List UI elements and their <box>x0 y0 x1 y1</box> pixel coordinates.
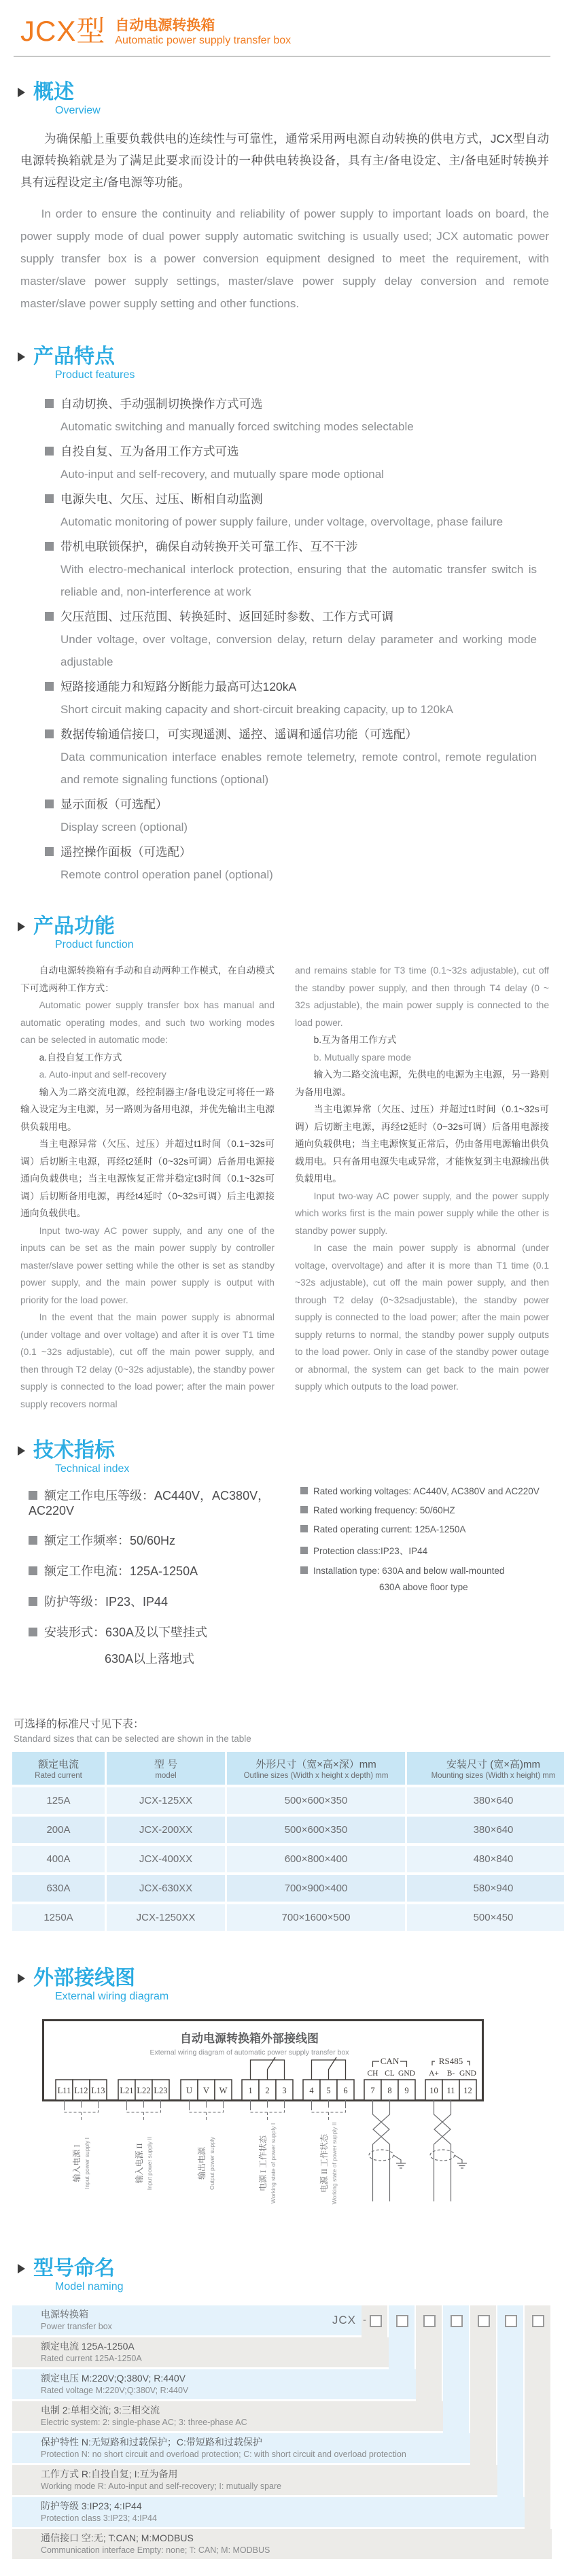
function-paragraph: 当主电源异常（欠压、过压）并超过t1时间（0.1~32s可调）后切断主电源，再经t2延时（0~32s可调）后备用电源接通向负载供电；当主电源恢复正常后，仍由备用电源输出供负载用电。只有备用电源失电或异常，才能恢复到主电源输出供负载用电。 <box>295 1104 549 1184</box>
model-dash: - <box>363 2314 366 2326</box>
square-bullet-icon <box>300 1566 308 1574</box>
square-bullet-icon <box>300 1487 308 1494</box>
cell-mounting-size: 380×640 <box>407 1787 564 1817</box>
function-heading-en: Product function <box>55 939 134 950</box>
cell-rated-current: 125A <box>12 1787 107 1817</box>
model-row <box>12 2497 525 2527</box>
svg-text:V: V <box>202 2086 210 2095</box>
svg-text:L21: L21 <box>120 2086 134 2095</box>
wiring-title-en: External wiring diagram of automatic power supply transfer box <box>149 2048 349 2057</box>
technical-specs-zh <box>29 1486 300 1680</box>
model-code-box <box>532 2315 544 2327</box>
function-left-column <box>20 962 275 1413</box>
table-row <box>12 1817 564 1846</box>
svg-text:电源 II 工作状态: 电源 II 工作状态 <box>319 2134 329 2193</box>
feature-en: Short circuit making capacity and short-circuit breaking capacity, up to 120kA <box>60 703 453 716</box>
model-row-zh: 通信接口 空:无; T:CAN; M:MODBUS <box>41 2532 194 2543</box>
square-bullet-icon <box>29 1628 37 1636</box>
features-heading-en: Product features <box>55 369 135 381</box>
feature-zh: 短路接通能力和短路分断能力最高可达120kA <box>60 680 297 693</box>
section-heading-technical <box>18 1440 550 1475</box>
square-bullet-icon <box>45 494 54 503</box>
technical-heading-zh: 技术指标 <box>33 1439 115 1462</box>
cell-rated-current: 400A <box>12 1846 107 1875</box>
square-bullet-icon <box>300 1547 308 1554</box>
square-bullet-icon <box>29 1597 37 1606</box>
triangle-marker-icon <box>18 1446 25 1456</box>
model-row-zh: 额定电压 M:220V;Q:380V; R:440V <box>41 2373 186 2384</box>
header-en: Rated current <box>35 1772 82 1780</box>
feature-zh: 数据传输通信接口，可实现遥测、遥控、遥调和遥信功能（可选配） <box>60 727 417 741</box>
feature-zh: 带机电联锁保护，确保自动转换开关可靠工作、互不干涉 <box>60 540 358 553</box>
model-code-column <box>470 2305 496 2467</box>
square-bullet-icon <box>29 1536 37 1545</box>
svg-text:3: 3 <box>282 2086 287 2095</box>
header-en: Mounting sizes (Width x height) mm <box>431 1772 556 1780</box>
feature-en: Remote control operation panel (optional) <box>60 868 273 881</box>
model-row <box>12 2465 497 2495</box>
overview-heading-en: Overview <box>55 105 101 116</box>
model-row-en: Rated current 125A-1250A <box>41 2354 142 2363</box>
feature-en: Data communication interface enables remote telemetry, remote control, remote regulation and remote signaling functions (optional) <box>60 751 537 786</box>
function-paragraph: b.互为备用工作方式 <box>313 1035 397 1045</box>
page-header <box>0 0 564 48</box>
square-bullet-icon <box>45 800 54 808</box>
svg-text:11: 11 <box>446 2086 455 2095</box>
model-row-zh: 电制 2:单相交流; 3:三相交流 <box>41 2405 160 2416</box>
model-row-en: Rated voltage M:220V;Q:380V; R:440V <box>41 2386 189 2395</box>
spec-zh: 额定工作电压等级：AC440V，AC380V，AC220V <box>29 1489 270 1517</box>
cell-outline-size: 700×1600×500 <box>227 1904 407 1934</box>
feature-item <box>45 535 537 603</box>
triangle-marker-icon <box>18 88 25 97</box>
table-note <box>14 1715 564 1744</box>
function-paragraph: and remains stable for T3 time (0.1~32s adjustable), cut off the standby power supply, and then through T4 delay (0 ~ 32s adjustable), the main power supply is connected to the load power. <box>295 965 549 1028</box>
model-code-box <box>478 2315 490 2327</box>
svg-text:L13: L13 <box>91 2086 105 2095</box>
svg-text:Output power supply: Output power supply <box>209 2137 215 2190</box>
feature-zh: 电源失电、欠压、过压、断相自动监测 <box>60 492 263 506</box>
technical-columns <box>29 1486 550 1680</box>
product-title-en: Automatic power supply transfer box <box>115 35 292 46</box>
section-heading-function <box>18 916 550 951</box>
square-bullet-icon <box>300 1525 308 1532</box>
feature-item <box>45 793 537 838</box>
svg-text:电源 I 工作状态: 电源 I 工作状态 <box>258 2135 268 2191</box>
feature-en: Display screen (optional) <box>60 821 188 834</box>
spec-zh: 额定工作频率：50/60Hz <box>44 1534 176 1547</box>
model-row-zh: 工作方式 R:自投自复; I:互为备用 <box>41 2469 178 2479</box>
feature-en: Automatic monitoring of power supply failure, under voltage, overvoltage, phase failure <box>60 515 504 528</box>
model-code-column <box>525 2305 550 2530</box>
model-row <box>12 2529 552 2559</box>
rs485-label: RS485 <box>438 2056 463 2066</box>
function-heading-zh: 产品功能 <box>33 915 115 938</box>
model-row-en: Electric system: 2: single-phase AC; 3: three-phase AC <box>41 2418 247 2427</box>
pin-label: GND <box>398 2070 415 2078</box>
cell-rated-current: 1250A <box>12 1904 107 1934</box>
section-heading-features <box>18 346 550 381</box>
svg-text:L11: L11 <box>57 2086 71 2095</box>
function-paragraph: Input two-way AC power supply, and any one of the inputs can be set as the main power supply by controller master/slave power setting while the other is set as standby power supply, and the main power supply is output with priority for the load power. <box>20 1225 275 1305</box>
spec-zh: 防护等级：IP23、IP44 <box>44 1595 169 1609</box>
header-zh: 安装尺寸 (宽×高)mm <box>446 1759 540 1770</box>
cell-mounting-size: 380×640 <box>407 1817 564 1846</box>
svg-text:Working state of power supply: Working state of power supply II <box>331 2122 338 2205</box>
svg-text:W: W <box>219 2086 228 2095</box>
model-row <box>12 2401 443 2431</box>
model-code-box <box>423 2315 436 2327</box>
pin-label: CH <box>367 2070 378 2078</box>
product-model-title: JCX型 <box>20 15 106 47</box>
model-row-en: Protection class 3:IP23; 4:IP44 <box>41 2513 157 2523</box>
feature-item <box>45 487 537 533</box>
svg-text:L12: L12 <box>74 2086 88 2095</box>
function-paragraph: 当主电源异常（欠压、过压）并超过t1时间（0.1~32s可调）后切断主电源，再经t2延时（0~32s可调）后备用电源接通向负载供电；当主电源恢复正常并稳定t3时间（0.1~32s可调）后切断备用电源，再经t4延时（0~32s可调）后主电源接通向负载供电。 <box>20 1139 275 1218</box>
group-labels <box>71 2123 338 2205</box>
square-bullet-icon <box>29 1566 37 1575</box>
table-row <box>12 1904 564 1934</box>
technical-heading-en: Technical index <box>55 1463 130 1475</box>
svg-text:Input power supply I: Input power supply I <box>84 2137 90 2190</box>
triangle-marker-icon <box>18 1974 25 1983</box>
svg-text:6: 6 <box>343 2086 348 2095</box>
cell-model: JCX-1250XX <box>107 1904 227 1934</box>
model-naming-diagram <box>12 2305 552 2562</box>
header-en: model <box>155 1772 177 1780</box>
spec-en: Rated operating current: 125A-1250A <box>313 1524 466 1534</box>
spec-en: Installation type: 630A and below wall-mounted <box>313 1566 505 1576</box>
pin-label: B- <box>446 2070 455 2078</box>
overview-paragraph-zh: 为确保船上重要负载供电的连续性与可靠性，通常采用两电源自动转换的供电方式，JCX型自动电源转换箱就是为了满足此要求而设计的一种供电转换设备，具有主/备电设定、主/备电延时转换并具有远程设定主/备电源等功能。 <box>20 132 549 189</box>
table-row <box>12 1787 564 1817</box>
model-row-en: Protection N: no short circuit and overload protection; C: with short circuit and overload protection <box>41 2450 406 2459</box>
model-row-en: Working mode R: Auto-input and self-recovery; I: mutually spare <box>41 2481 282 2491</box>
model-code-column <box>497 2305 523 2498</box>
square-bullet-icon <box>45 399 54 408</box>
cell-model: JCX-200XX <box>107 1817 227 1846</box>
group-wires <box>65 2100 346 2121</box>
header-zh: 型 号 <box>154 1759 178 1770</box>
function-paragraph: In the event that the main power supply is abnormal (under voltage and over voltage) and after it is over T1 time (0.1 ~32s adjustable), cut off the main power supply, and then through T2 delay (0~32s adjustable), the standby power supply is connected to the load power; after the main power supply recovers normal <box>20 1312 275 1409</box>
model-prefix: JCX <box>332 2314 356 2326</box>
table-header-row <box>12 1752 564 1787</box>
cell-rated-current: 200A <box>12 1817 107 1846</box>
feature-item <box>45 675 537 721</box>
svg-text:4: 4 <box>309 2086 314 2095</box>
cell-model: JCX-630XX <box>107 1875 227 1904</box>
table-header-cell <box>107 1752 227 1787</box>
svg-text:U: U <box>186 2086 193 2095</box>
feature-zh: 显示面板（可选配） <box>60 797 168 811</box>
svg-text:L23: L23 <box>154 2086 168 2095</box>
feature-en: With electro-mechanical interlock protection, ensuring that the automatic transfer switch is reliable and, non-interference at work <box>60 563 537 598</box>
model-row <box>12 2305 362 2335</box>
table-row <box>12 1846 564 1875</box>
function-paragraph: In case the main power supply is abnormal (under voltage, overvoltage) and after it is more than T1 time (0.1 ~32s adjustable), cut off the main power supply, and then through T2 delay (0~32sadjustable), the standby power supply is connected to the load power; after the main power supply returns to normal, the standby power supply outputs to the load power. Only in case of the standby power outage or abnormal, the system can get back to the main power supply which outputs to the load power. <box>295 1243 549 1392</box>
section-heading-model-naming <box>18 2258 550 2293</box>
feature-item <box>45 440 537 485</box>
spec-zh-continuation: 630A以上落地式 <box>105 1652 195 1666</box>
model-row-zh: 额定电流 125A-1250A <box>41 2341 135 2352</box>
svg-text:1: 1 <box>248 2086 253 2095</box>
svg-text:输入电源 I: 输入电源 I <box>72 2144 82 2182</box>
overview-heading-zh: 概述 <box>33 81 74 103</box>
svg-text:L22: L22 <box>137 2086 151 2095</box>
feature-item <box>45 723 537 791</box>
table-note-zh: 可选择的标准尺寸见下表： <box>14 1719 145 1730</box>
features-heading-zh: 产品特点 <box>33 345 115 368</box>
cell-rated-current: 630A <box>12 1875 107 1904</box>
standard-sizes-table <box>12 1752 564 1934</box>
model-row-zh: 防护等级 3:IP23; 4:IP44 <box>41 2501 142 2511</box>
model-naming-heading-en: Model naming <box>55 2281 124 2292</box>
svg-text:9: 9 <box>404 2086 409 2095</box>
pin-label: A+ <box>429 2070 439 2078</box>
table-header-cell <box>227 1752 407 1787</box>
wiring-heading-en: External wiring diagram <box>55 1991 169 2002</box>
model-row <box>12 2433 470 2463</box>
model-row <box>12 2369 416 2399</box>
feature-en: Automatic switching and manually forced switching modes selectable <box>60 420 414 433</box>
technical-specs-en <box>300 1486 550 1680</box>
wiring-heading-zh: 外部接线图 <box>33 1967 135 1989</box>
feature-zh: 遥控操作面板（可选配） <box>60 845 192 859</box>
feature-zh: 自投自复、互为备用工作方式可选 <box>60 445 239 458</box>
table-note-en: Standard sizes that can be selected are shown in the table <box>14 1734 251 1744</box>
model-row <box>12 2337 389 2367</box>
svg-text:Working state of power supply: Working state of power supply I <box>270 2123 277 2204</box>
model-code-box <box>370 2315 382 2327</box>
square-bullet-icon <box>45 847 54 856</box>
feature-en: Under voltage, over voltage, conversion delay, return delay parameter and working mode adjustable <box>60 633 537 668</box>
function-paragraph: Input two-way AC power supply, and the power supply which works first is the main power supply while the other is standby power supply. <box>295 1190 549 1236</box>
cell-outline-size: 500×600×350 <box>227 1817 407 1846</box>
header-zh: 外形尺寸（宽×高×深）mm <box>255 1759 376 1770</box>
svg-text:12: 12 <box>463 2086 472 2095</box>
cell-outline-size: 500×600×350 <box>227 1787 407 1817</box>
table-row <box>12 1875 564 1904</box>
feature-item <box>45 840 537 886</box>
function-paragraph: 自动电源转换箱有手动和自动两种工作模式，在自动模式下可选两种工作方式： <box>20 965 275 993</box>
cell-model: JCX-400XX <box>107 1846 227 1875</box>
header-divider <box>14 56 550 57</box>
function-paragraph: Automatic power supply transfer box has manual and automatic operating modes, and such two working modes can be selected in automatic mode: <box>20 1000 275 1045</box>
model-code-box <box>505 2315 517 2327</box>
square-bullet-icon <box>29 1491 37 1500</box>
pin-label: GND <box>459 2070 476 2078</box>
can-label: CAN <box>380 2056 400 2066</box>
spec-en: Rated working frequency: 50/60HZ <box>313 1505 455 1515</box>
wiring-diagram <box>42 2019 564 2242</box>
triangle-marker-icon <box>18 352 25 362</box>
svg-text:7: 7 <box>370 2086 375 2095</box>
function-paragraph: b. Mutually spare mode <box>313 1052 411 1063</box>
square-bullet-icon <box>45 542 54 551</box>
twisted-pair-icon <box>369 2100 406 2201</box>
cell-outline-size: 600×800×400 <box>227 1846 407 1875</box>
model-row-en: Communication interface Empty: none; T: CAN; M: MODBUS <box>41 2545 270 2555</box>
cell-mounting-size: 480×840 <box>407 1846 564 1875</box>
function-paragraph: 输入为二路交流电源，先供电的电源为主电源，另一路则为备用电源。 <box>295 1069 549 1097</box>
model-code-box <box>396 2315 408 2327</box>
function-paragraph: 输入为二路交流电源，经控制器主/备电设定可将任一路输入设定为主电源，另一路则为备用电源，并优先输出主电源供负载用电。 <box>20 1086 275 1132</box>
square-bullet-icon <box>45 447 54 456</box>
cell-mounting-size: 500×450 <box>407 1904 564 1934</box>
feature-list <box>45 392 537 886</box>
overview-paragraph-en: In order to ensure the continuity and reliability of power supply to important loads on board, the power supply mode of dual power supply automatic switching is usually used; JCX automatic power supply transfer box is a power conversion equipment designed to meet the requirement, with master/slave power supply settings, master/slave power supply delay conversion and remote master/slave power supply setting and other functions. <box>20 207 549 310</box>
cell-mounting-size: 580×940 <box>407 1875 564 1904</box>
function-right-column <box>295 962 549 1413</box>
function-columns <box>20 962 549 1413</box>
triangle-marker-icon <box>18 922 25 931</box>
svg-text:Input power supply II: Input power supply II <box>146 2136 153 2191</box>
svg-text:输入电源 II: 输入电源 II <box>135 2143 144 2184</box>
square-bullet-icon <box>300 1506 308 1513</box>
feature-item <box>45 605 537 673</box>
feature-item <box>45 392 537 438</box>
header-en: Outline sizes (Width x height x depth) mm <box>243 1772 389 1780</box>
square-bullet-icon <box>45 682 54 691</box>
table-header-cell <box>407 1752 564 1787</box>
wiring-title-zh: 自动电源转换箱外部接线图 <box>180 2032 319 2045</box>
model-naming-heading-zh: 型号命名 <box>33 2257 115 2280</box>
cell-outline-size: 700×900×400 <box>227 1875 407 1904</box>
triangle-marker-icon <box>18 2264 25 2273</box>
svg-text:2: 2 <box>265 2086 270 2095</box>
svg-text:8: 8 <box>387 2086 392 2095</box>
header-zh: 额定电流 <box>37 1759 79 1770</box>
feature-zh: 自动切换、手动强制切换操作方式可选 <box>60 397 263 411</box>
square-bullet-icon <box>45 612 54 621</box>
square-bullet-icon <box>45 729 54 738</box>
cell-model: JCX-125XX <box>107 1787 227 1817</box>
svg-text:输出电源: 输出电源 <box>197 2146 207 2180</box>
spec-en: Rated working voltages: AC440V, AC380V and AC220V <box>313 1486 540 1496</box>
spec-zh: 安装形式：630A及以下壁挂式 <box>44 1626 208 1639</box>
model-code-box <box>451 2315 463 2327</box>
model-row-zh: 保护特性 N:无短路和过载保护；C:带短路和过载保护 <box>41 2437 262 2448</box>
feature-zh: 欠压范围、过压范围、转换延时、返回延时参数、工作方式可调 <box>60 610 393 623</box>
twisted-pair-icon <box>430 2100 467 2201</box>
spec-zh: 额定工作电流：125A-1250A <box>44 1564 198 1578</box>
model-row-zh: 电源转换箱 <box>41 2309 88 2320</box>
section-heading-wiring <box>18 1968 550 2003</box>
model-row-en: Power transfer box <box>41 2322 112 2331</box>
svg-text:5: 5 <box>326 2086 331 2095</box>
function-paragraph: a.自投自复工作方式 <box>39 1052 122 1063</box>
spec-en: Protection class:IP23、IP44 <box>313 1546 428 1556</box>
svg-text:10: 10 <box>429 2086 438 2095</box>
product-title-block <box>115 18 291 48</box>
feature-en: Auto-input and self-recovery, and mutually spare mode optional <box>60 468 384 481</box>
spec-en-continuation: 630A above floor type <box>379 1582 468 1592</box>
product-title-zh: 自动电源转换箱 <box>115 18 215 33</box>
pin-label: CL <box>385 2070 395 2078</box>
table-header-cell <box>12 1752 107 1787</box>
function-paragraph: a. Auto-input and self-recovery <box>39 1069 166 1080</box>
section-heading-overview <box>18 82 550 117</box>
